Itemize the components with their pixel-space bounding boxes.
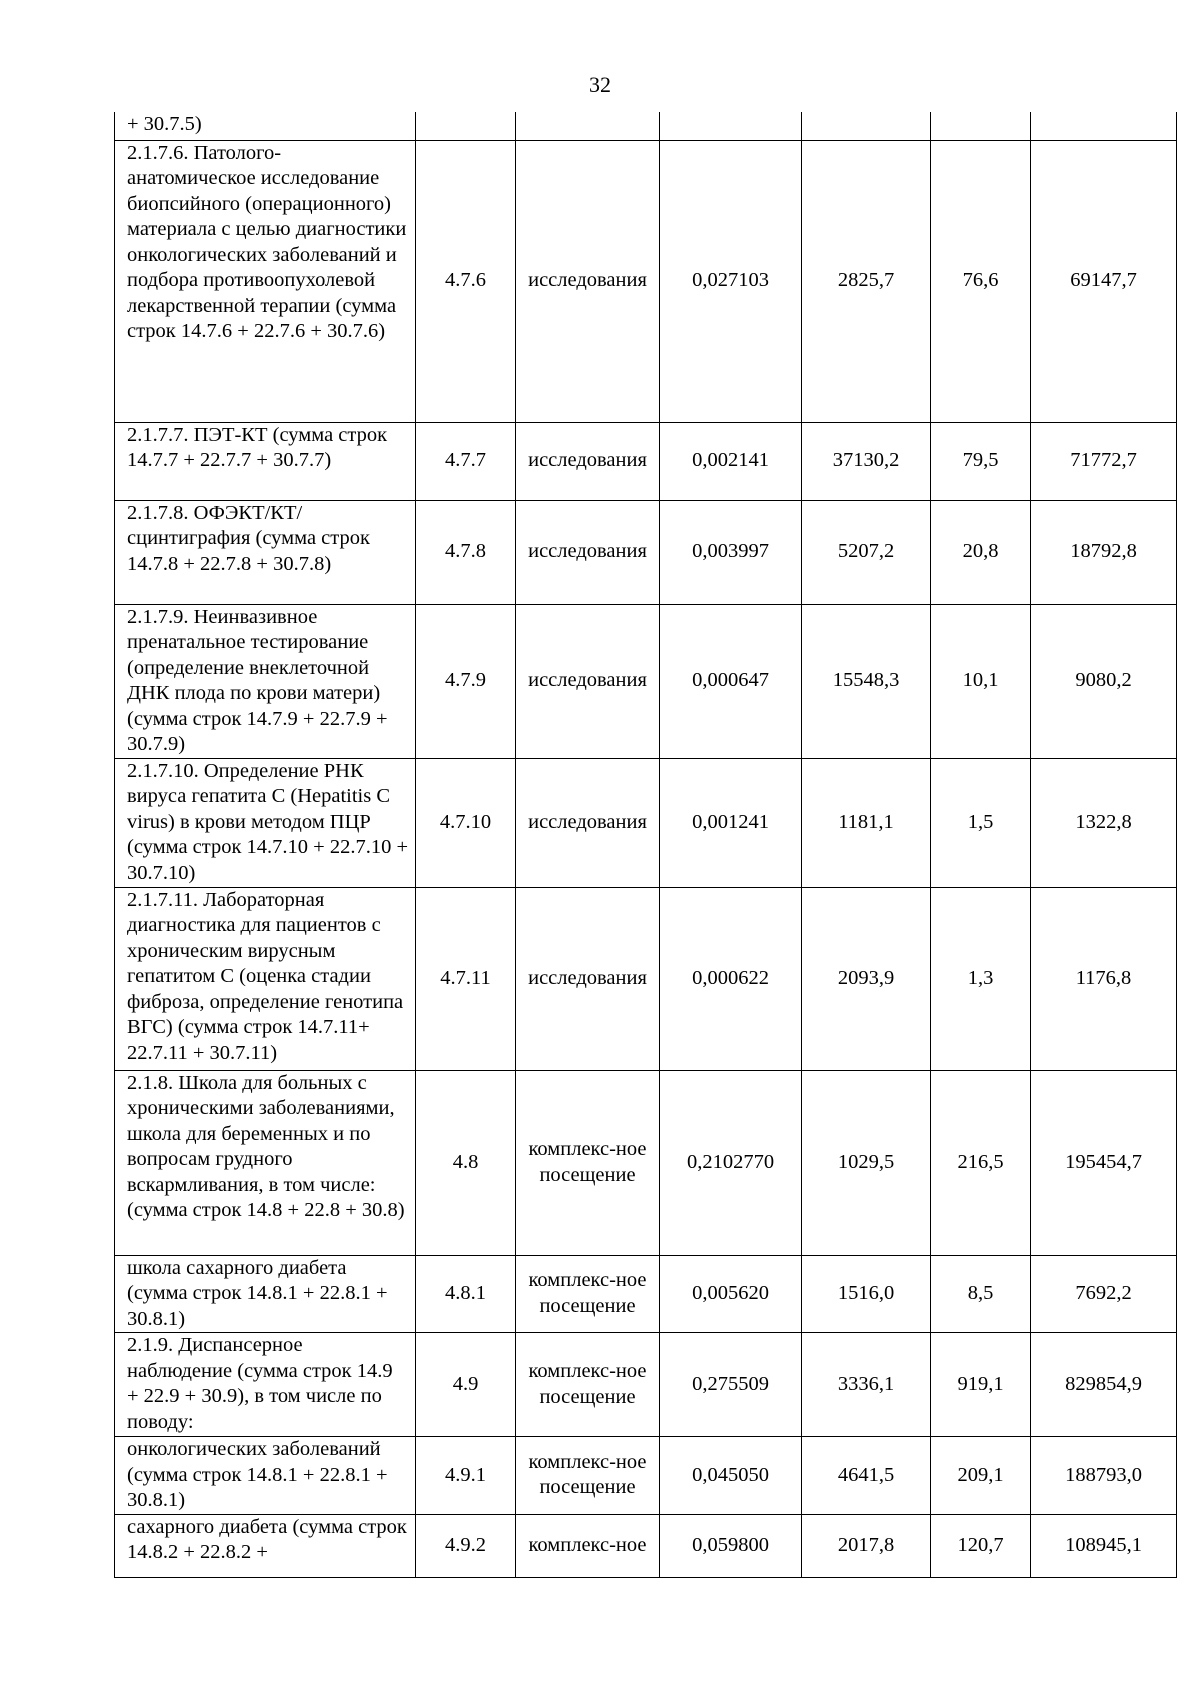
cell-per-capita: 216,5 xyxy=(931,1070,1031,1255)
cell-norm-volume: 0,005620 xyxy=(660,1255,802,1333)
cell-total: 18792,8 xyxy=(1031,500,1177,604)
cell-row-code: 4.9.1 xyxy=(416,1437,516,1515)
cell-indicator-name: + 30.7.5) xyxy=(115,112,416,140)
cell-total: 108945,1 xyxy=(1031,1514,1177,1577)
table-row xyxy=(115,604,1177,758)
cell-norm-volume: 0,002141 xyxy=(660,422,802,500)
cell-total: 829854,9 xyxy=(1031,1333,1177,1437)
table-row xyxy=(115,500,1177,604)
cell-unit-cost: 1181,1 xyxy=(802,758,931,887)
cell-per-capita: 1,5 xyxy=(931,758,1031,887)
cell-unit-cost: 1516,0 xyxy=(802,1255,931,1333)
cell-row-code: 4.7.6 xyxy=(416,140,516,422)
cell-unit-cost: 4641,5 xyxy=(802,1437,931,1515)
cell-total: 9080,2 xyxy=(1031,604,1177,758)
table-row xyxy=(115,112,1177,140)
cell-unit: комплекс-ное посещение xyxy=(516,1070,660,1255)
cell-unit-cost: 2017,8 xyxy=(802,1514,931,1577)
cell-row-code: 4.7.8 xyxy=(416,500,516,604)
cell-indicator-name: 2.1.7.6. Патолого-анатомическое исследование биопсийного (операционного) материала с целью диагностики онкологических заболеваний и подбора противоопухолевой лекарственной терапии (сумма строк 14.7.6 + 22.7.6 + 30.7.6) xyxy=(115,140,416,422)
cell-indicator-name: 2.1.7.7. ПЭТ-КТ (сумма строк 14.7.7 + 22.7.7 + 30.7.7) xyxy=(115,422,416,500)
cell-unit: комплекс-ное посещение xyxy=(516,1333,660,1437)
cell-unit-cost: 15548,3 xyxy=(802,604,931,758)
cell-norm-volume: 0,045050 xyxy=(660,1437,802,1515)
cell-per-capita: 120,7 xyxy=(931,1514,1031,1577)
table-body xyxy=(115,112,1177,1577)
cell-total xyxy=(1031,112,1177,140)
table-row xyxy=(115,758,1177,887)
cell-unit-cost: 5207,2 xyxy=(802,500,931,604)
table-row xyxy=(115,1333,1177,1437)
cell-per-capita: 8,5 xyxy=(931,1255,1031,1333)
cell-unit: исследования xyxy=(516,758,660,887)
cell-indicator-name: 2.1.7.10. Определение РНК вируса гепатита C (Hepatitis C virus) в крови методом ПЦР (сумма строк 14.7.10 + 22.7.10 + 30.7.10) xyxy=(115,758,416,887)
cell-unit: комплекс-ное посещение xyxy=(516,1437,660,1515)
cell-unit: исследования xyxy=(516,604,660,758)
cell-row-code: 4.7.9 xyxy=(416,604,516,758)
normatives-table xyxy=(114,112,1177,1578)
cell-unit: исследования xyxy=(516,500,660,604)
cell-norm-volume: 0,275509 xyxy=(660,1333,802,1437)
cell-total: 188793,0 xyxy=(1031,1437,1177,1515)
cell-row-code: 4.8 xyxy=(416,1070,516,1255)
table-row xyxy=(115,140,1177,422)
cell-indicator-name: 2.1.7.8. ОФЭКТ/КТ/сцинтиграфия (сумма строк 14.7.8 + 22.7.8 + 30.7.8) xyxy=(115,500,416,604)
table-row xyxy=(115,422,1177,500)
table-row xyxy=(115,1514,1177,1577)
cell-unit-cost: 1029,5 xyxy=(802,1070,931,1255)
cell-per-capita: 79,5 xyxy=(931,422,1031,500)
cell-unit: комплекс-ное посещение xyxy=(516,1255,660,1333)
cell-indicator-name: 2.1.9. Диспансерное наблюдение (сумма строк 14.9 + 22.9 + 30.9), в том числе по поводу: xyxy=(115,1333,416,1437)
cell-unit-cost: 37130,2 xyxy=(802,422,931,500)
cell-indicator-name: онкологических заболеваний (сумма строк 14.8.1 + 22.8.1 + 30.8.1) xyxy=(115,1437,416,1515)
cell-unit-cost: 2825,7 xyxy=(802,140,931,422)
cell-per-capita: 1,3 xyxy=(931,887,1031,1070)
cell-norm-volume: 0,003997 xyxy=(660,500,802,604)
cell-unit-cost: 2093,9 xyxy=(802,887,931,1070)
cell-row-code: 4.8.1 xyxy=(416,1255,516,1333)
cell-per-capita xyxy=(931,112,1031,140)
cell-unit xyxy=(516,112,660,140)
cell-total: 1322,8 xyxy=(1031,758,1177,887)
cell-norm-volume: 0,059800 xyxy=(660,1514,802,1577)
table-row xyxy=(115,1255,1177,1333)
page-number: 32 xyxy=(589,72,611,97)
cell-unit: комплекс-ное xyxy=(516,1514,660,1577)
cell-total: 195454,7 xyxy=(1031,1070,1177,1255)
cell-indicator-name: школа сахарного диабета (сумма строк 14.8.1 + 22.8.1 + 30.8.1) xyxy=(115,1255,416,1333)
table-row xyxy=(115,1437,1177,1515)
cell-row-code: 4.9.2 xyxy=(416,1514,516,1577)
cell-row-code: 4.7.11 xyxy=(416,887,516,1070)
cell-row-code: 4.7.10 xyxy=(416,758,516,887)
cell-row-code: 4.7.7 xyxy=(416,422,516,500)
cell-norm-volume xyxy=(660,112,802,140)
cell-per-capita: 20,8 xyxy=(931,500,1031,604)
cell-unit-cost: 3336,1 xyxy=(802,1333,931,1437)
cell-row-code xyxy=(416,112,516,140)
cell-total: 1176,8 xyxy=(1031,887,1177,1070)
cell-per-capita: 10,1 xyxy=(931,604,1031,758)
table-row xyxy=(115,1070,1177,1255)
cell-indicator-name: 2.1.8. Школа для больных с хроническими заболеваниями, школа для беременных и по вопросам грудного вскармливания, в том числе: (сумма строк 14.8 + 22.8 + 30.8) xyxy=(115,1070,416,1255)
cell-indicator-name: 2.1.7.9. Неинвазивное пренатальное тестирование (определение внеклеточной ДНК плода по крови матери) (сумма строк 14.7.9 + 22.7.9 + 30.7.9) xyxy=(115,604,416,758)
cell-unit: исследования xyxy=(516,887,660,1070)
cell-per-capita: 209,1 xyxy=(931,1437,1031,1515)
cell-norm-volume: 0,027103 xyxy=(660,140,802,422)
cell-total: 71772,7 xyxy=(1031,422,1177,500)
cell-total: 7692,2 xyxy=(1031,1255,1177,1333)
cell-unit: исследования xyxy=(516,140,660,422)
cell-total: 69147,7 xyxy=(1031,140,1177,422)
table-row xyxy=(115,887,1177,1070)
cell-unit: исследования xyxy=(516,422,660,500)
cell-indicator-name: сахарного диабета (сумма строк 14.8.2 + 22.8.2 + xyxy=(115,1514,416,1577)
cell-norm-volume: 0,000622 xyxy=(660,887,802,1070)
cell-indicator-name: 2.1.7.11. Лабораторная диагностика для пациентов с хроническим вирусным гепатитом C (оценка стадии фиброза, определение генотипа ВГС) (сумма строк 14.7.11+ 22.7.11 + 30.7.11) xyxy=(115,887,416,1070)
cell-norm-volume: 0,2102770 xyxy=(660,1070,802,1255)
cell-row-code: 4.9 xyxy=(416,1333,516,1437)
cell-norm-volume: 0,001241 xyxy=(660,758,802,887)
cell-per-capita: 76,6 xyxy=(931,140,1031,422)
cell-per-capita: 919,1 xyxy=(931,1333,1031,1437)
cell-unit-cost xyxy=(802,112,931,140)
cell-norm-volume: 0,000647 xyxy=(660,604,802,758)
